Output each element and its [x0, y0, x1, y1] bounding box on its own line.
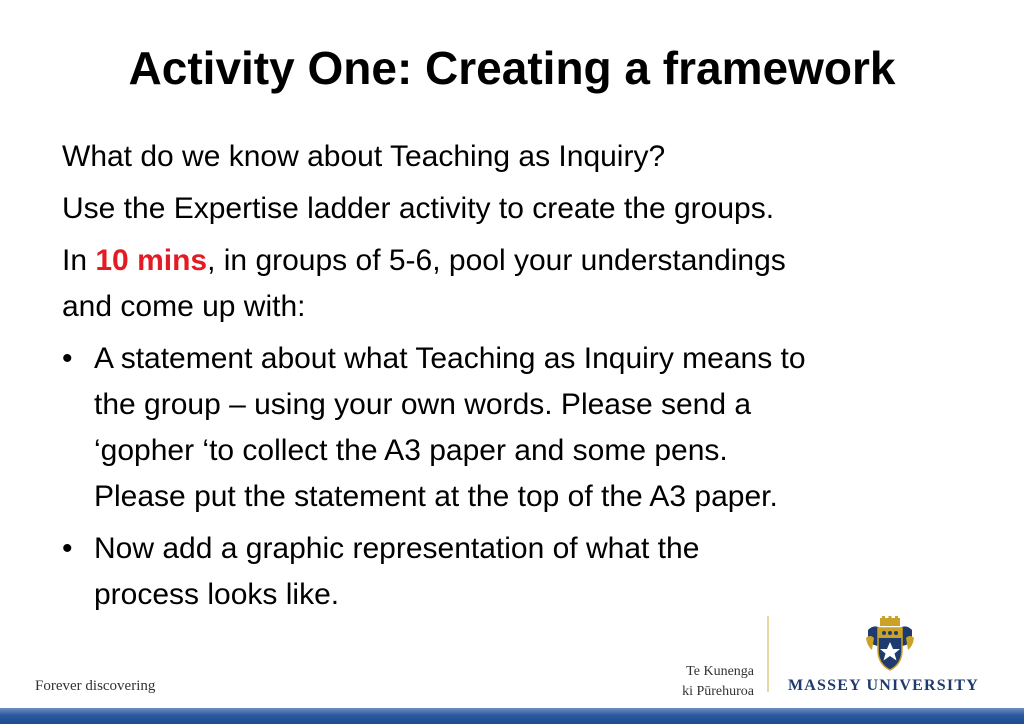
instruction-prefix: In: [62, 244, 96, 277]
instruction-rest: , in groups of 5-6, pool your understandings: [207, 244, 786, 277]
bottom-brand-bar: [0, 708, 1024, 724]
footer-tagline: Forever discovering: [35, 678, 156, 694]
bullet-line: A statement about what Teaching as Inquiry means to: [94, 342, 806, 375]
bullet-line: process looks like.: [94, 578, 340, 611]
question-text: What do we know about Teaching as Inquiry?: [62, 140, 666, 173]
slide-body: [62, 134, 1022, 624]
bullet-graphic-text: [94, 526, 1022, 618]
bullet-line: the group – using your own words. Please send a: [94, 388, 752, 421]
bullet-graphic: [62, 526, 1022, 618]
slide-title: Activity One: Creating a framework: [128, 42, 896, 94]
expertise-line: [62, 186, 1022, 232]
instruction-line-2: and come up with:: [62, 290, 306, 323]
footer-divider: [767, 616, 769, 692]
time-highlight: 10 mins: [95, 244, 208, 277]
bullet-marker: •: [62, 342, 73, 375]
instruction-line-1: [62, 238, 1022, 284]
university-name: MASSEY UNIVERSITY: [788, 677, 979, 694]
bullet-line: ‘gopher ‘to collect the A3 paper and some pens.: [94, 434, 728, 467]
maori-name-line-2: ki Pūrehuroa: [682, 684, 754, 699]
bullet-line: Please put the statement at the top of the A3 paper.: [94, 480, 778, 513]
bullet-marker: •: [62, 532, 73, 565]
bullet-statement-text: [94, 336, 1022, 520]
bullet-line: Now add a graphic representation of what the: [94, 532, 700, 565]
maori-name: [674, 662, 754, 702]
university-crest-icon: [864, 616, 916, 674]
maori-name-line-1: Te Kunenga: [686, 664, 754, 679]
expertise-text: Use the Expertise ladder activity to create the groups.: [62, 192, 775, 225]
bullet-statement: [62, 336, 1022, 520]
instruction-paragraph: [62, 238, 1022, 330]
question-line: [62, 134, 1022, 180]
